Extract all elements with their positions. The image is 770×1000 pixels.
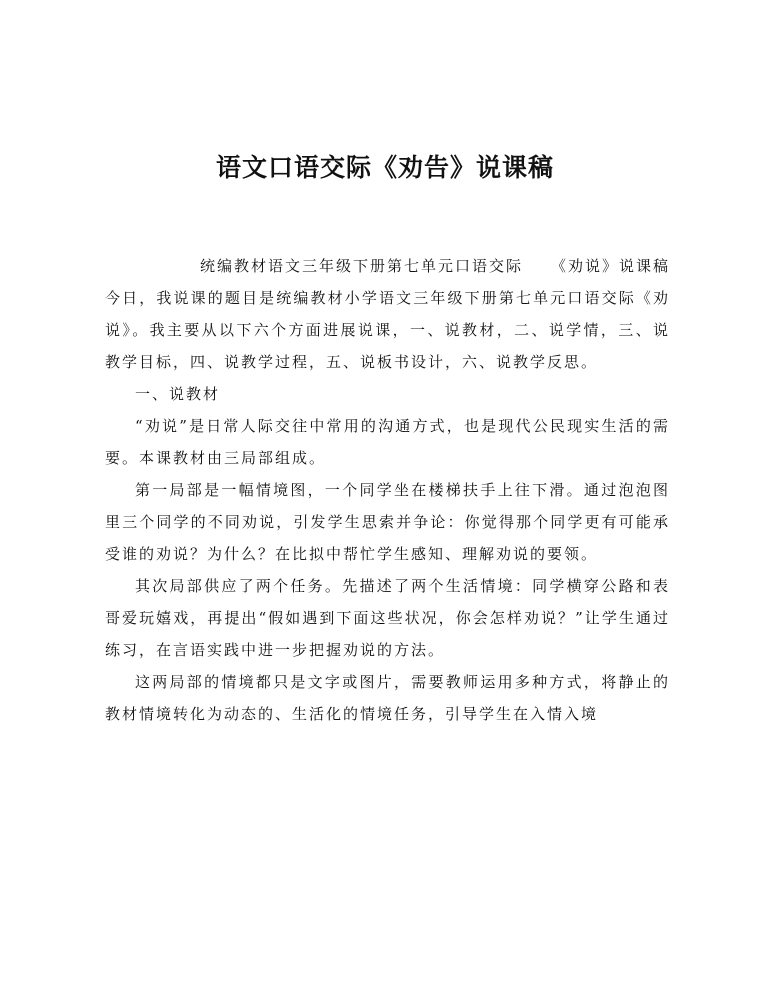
subtitle-part-1: 统编教材语文三年级下册第七单元口语交际 [199, 257, 523, 275]
document-title: 语文口语交际《劝告》说课稿 [215, 153, 554, 182]
subtitle-part-2: 《劝说》说课稿 [550, 257, 670, 275]
section-heading: 一、说教材 [135, 385, 221, 403]
document-body [105, 250, 670, 730]
paragraph: 第一局部是一幅情境图，一个同学坐在楼梯扶手上往下滑。通过泡泡图里三个同学的不同劝说，引发学生思索并争论：你觉得那个同学更有可能承受谁的劝说？为什么？在比拟中帮忙学生感知、理解劝说的要领。 [105, 481, 670, 563]
document-subtitle [105, 250, 670, 282]
paragraph: 这两局部的情境都只是文字或图片，需要教师运用多种方式，将静止的教材情境转化为动态的、生活化的情境任务，引导学生在入情入境 [105, 673, 670, 723]
paragraph: 其次局部供应了两个任务。先描述了两个生活情境：同学横穿公路和表哥爱玩嬉戏，再提出“假如遇到下面这些状况，你会怎样劝说？”让学生通过练习，在言语实践中进一步把握劝说的方法。 [105, 577, 670, 659]
paragraph-intro: 今日，我说课的题目是统编教材小学语文三年级下册第七单元口语交际《劝说》。我主要从以下六个方面进展说课，一、说教材，二、说学情，三、说教学目标，四、说教学过程，五、说板书设计，六、说教学反思。 [105, 289, 670, 371]
paragraph: “劝说”是日常人际交往中常用的沟通方式，也是现代公民现实生活的需要。本课教材由三局部组成。 [105, 417, 670, 467]
